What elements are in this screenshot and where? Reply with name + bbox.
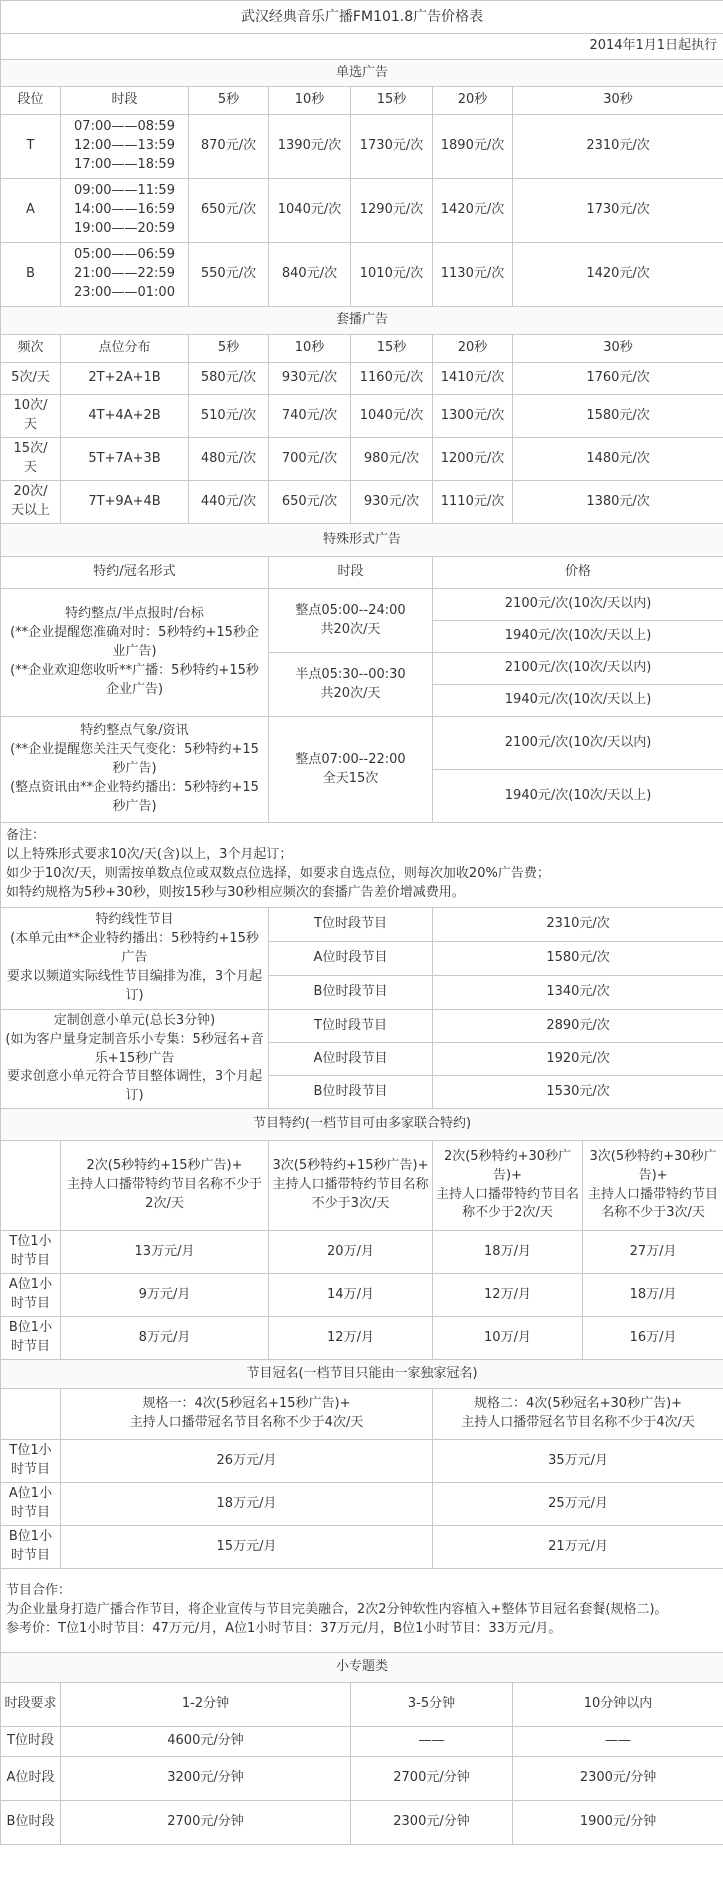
price-cell: 2100元/次(10次/天以内) [433,589,723,621]
price-cell: 16万/月 [583,1317,723,1360]
price-cell: —— [513,1727,723,1757]
table-row [1,395,723,438]
price-cell: 1940元/次(10次/天以上) [433,770,723,823]
price-cell: 2100元/次(10次/天以内) [433,653,723,685]
price-cell: —— [351,1727,513,1757]
column-header: 20秒 [433,87,513,115]
price-cell: 1580元/次 [513,395,723,438]
table-row [1,1440,723,1483]
table-row [1,1010,723,1043]
column-header: 30秒 [513,87,723,115]
distribution-cell: 7T+9A+4B [61,481,189,524]
price-cell: 980元/次 [351,438,433,481]
column-header: 10秒 [269,335,351,363]
time-slots-cell: 05:00——06:59 21:00——22:59 23:00——01:00 [61,243,189,307]
program-sponsor-header-row [1,1141,723,1231]
distribution-cell: 4T+4A+2B [61,395,189,438]
column-header: 1-2分钟 [61,1683,351,1727]
cooperation-row [1,1569,723,1653]
price-cell: 14万/月 [269,1274,433,1317]
column-header: 30秒 [513,335,723,363]
price-cell: 26万元/月 [61,1440,433,1483]
price-cell: 18万元/月 [61,1483,433,1526]
single-heading: 单选广告 [1,60,723,87]
slot-label-cell: T位时段节目 [269,908,433,942]
slot-label-cell: B位时段节目 [269,976,433,1010]
price-cell: 21万元/月 [433,1526,723,1569]
price-cell: 18万/月 [583,1274,723,1317]
table-row [1,438,723,481]
price-cell: 440元/次 [189,481,269,524]
tier-cell: B [1,243,61,307]
section-naming [1,1360,723,1389]
sheet-title: 武汉经典音乐广播FM101.8广告价格表 [1,1,723,34]
price-cell: 1340元/次 [433,976,723,1010]
effective-date: 2014年1月1日起执行 [1,34,723,60]
slot-label-cell: T位时段节目 [269,1010,433,1043]
special-heading: 特殊形式广告 [1,524,723,557]
custom-unit-desc: 定制创意小单元(总长3分钟) (如为客户量身定制音乐小专集：5秒冠名+音乐+15秒广告 要求创意小单元符合节目整体调性，3个月起订) [1,1010,269,1109]
price-cell: 1110元/次 [433,481,513,524]
table-row [1,1727,723,1757]
table-row [1,1526,723,1569]
slot-label-cell: A位1小时节目 [1,1274,61,1317]
column-header: 时段 [61,87,189,115]
table-row [1,115,723,179]
column-header: 点位分布 [61,335,189,363]
column-header: 时段 [269,557,433,589]
column-header: 频次 [1,335,61,363]
blank-cell [1,1141,61,1231]
column-header: 时段要求 [1,1683,61,1727]
price-cell: 1040元/次 [351,395,433,438]
distribution-cell: 2T+2A+1B [61,363,189,395]
price-cell: 27万/月 [583,1231,723,1274]
price-cell: 1900元/分钟 [513,1801,723,1845]
price-cell: 840元/次 [269,243,351,307]
price-cell: 2300元/分钟 [513,1757,723,1801]
price-cell: 1530元/次 [433,1076,723,1109]
section-topic [1,1653,723,1683]
table-row [1,717,723,770]
price-cell: 25万元/月 [433,1483,723,1526]
topic-heading: 小专题类 [1,1653,723,1683]
slot-label-cell: B位时段 [1,1801,61,1845]
time-slots-cell: 09:00——11:59 14:00——16:59 19:00——20:59 [61,179,189,243]
price-cell: 1290元/次 [351,179,433,243]
price-cell: 8万元/月 [61,1317,269,1360]
time-slots-cell: 07:00——08:59 12:00——13:59 17:00——18:59 [61,115,189,179]
section-special [1,524,723,557]
tier-cell: A [1,179,61,243]
package-heading: 套播广告 [1,307,723,335]
price-cell: 1160元/次 [351,363,433,395]
special-slot-cell: 整点05:00--24:00 共20次/天 [269,589,433,653]
column-header: 2次(5秒特约+30秒广告)+ 主持人口播带特约节目名称不少于2次/天 [433,1141,583,1231]
slot-label-cell: A位1小时节目 [1,1483,61,1526]
column-header: 10分钟以内 [513,1683,723,1727]
price-cell: 650元/次 [269,481,351,524]
price-cell: 10万/月 [433,1317,583,1360]
price-cell: 1130元/次 [433,243,513,307]
price-cell: 1730元/次 [351,115,433,179]
price-cell: 1730元/次 [513,179,723,243]
slot-label-cell: T位1小时节目 [1,1231,61,1274]
slot-label-cell: B位1小时节目 [1,1317,61,1360]
frequency-cell: 10次/ 天 [1,395,61,438]
price-cell: 15万元/月 [61,1526,433,1569]
price-cell: 35万元/月 [433,1440,723,1483]
price-cell: 1940元/次(10次/天以上) [433,621,723,653]
column-header: 段位 [1,87,61,115]
frequency-cell: 15次/ 天 [1,438,61,481]
price-cell: 580元/次 [189,363,269,395]
special-header-row [1,557,723,589]
topic-header-row [1,1683,723,1727]
column-header: 15秒 [351,335,433,363]
column-header: 20秒 [433,335,513,363]
table-row [1,179,723,243]
price-cell: 2700元/分钟 [61,1801,351,1845]
price-cell: 2890元/次 [433,1010,723,1043]
tier-cell: T [1,115,61,179]
column-header: 3次(5秒特约+30秒广告)+ 主持人口播带特约节目名称不少于3次/天 [583,1141,723,1231]
price-cell: 1010元/次 [351,243,433,307]
table-row [1,363,723,395]
column-header: 15秒 [351,87,433,115]
price-cell: 930元/次 [351,481,433,524]
special-notes: 备注： 以上特殊形式要求10次/天(含)以上，3个月起订； 如少于10次/天，则需按单数点位或双数点位选择，如要求自选点位，则每次加收20%广告费； 如特约规格为5秒+30秒，则按15秒与30秒相应频次的套播广告差价增减费用。 [1,823,723,908]
price-cell: 13万元/月 [61,1231,269,1274]
table-row [1,1801,723,1845]
effective-row [1,34,723,60]
package-header-row [1,335,723,363]
price-cell: 1040元/次 [269,179,351,243]
price-cell: 2100元/次(10次/天以内) [433,717,723,770]
price-cell: 1890元/次 [433,115,513,179]
slot-label-cell: B位时段节目 [269,1076,433,1109]
section-package [1,307,723,335]
price-cell: 1410元/次 [433,363,513,395]
price-cell: 12万/月 [269,1317,433,1360]
blank-cell [1,1389,61,1440]
column-header: 2次(5秒特约+15秒广告)+ 主持人口播带特约节目名称不少于2次/天 [61,1141,269,1231]
section-program-sponsor [1,1109,723,1141]
single-header-row [1,87,723,115]
slot-label-cell: B位1小时节目 [1,1526,61,1569]
price-cell: 930元/次 [269,363,351,395]
price-cell: 1580元/次 [433,942,723,976]
column-header: 3-5分钟 [351,1683,513,1727]
linear-program-desc: 特约线性节目 (本单元由**企业特约播出：5秒特约+15秒广告 要求以频道实际线性节目编排为准，3个月起订) [1,908,269,1010]
special-slot-cell: 半点05:30--00:30 共20次/天 [269,653,433,717]
price-cell: 1760元/次 [513,363,723,395]
program-sponsor-heading: 节目特约(一档节目可由多家联合特约) [1,1109,723,1141]
slot-label-cell: T位时段 [1,1727,61,1757]
price-cell: 9万元/月 [61,1274,269,1317]
table-row [1,1231,723,1274]
special-form-cell: 特约整点/半点报时/台标 (**企业提醒您准确对时：5秒特约+15秒企业广告) (**企业欢迎您收听**广播：5秒特约+15秒企业广告) [1,589,269,717]
table-row [1,908,723,942]
column-header: 规格一：4次(5秒冠名+15秒广告)+ 主持人口播带冠名节目名称不少于4次/天 [61,1389,433,1440]
notes-row [1,823,723,908]
price-cell: 740元/次 [269,395,351,438]
price-cell: 1480元/次 [513,438,723,481]
table-row [1,243,723,307]
table-row [1,1757,723,1801]
price-cell: 3200元/分钟 [61,1757,351,1801]
slot-label-cell: A位时段节目 [269,942,433,976]
price-cell: 4600元/分钟 [61,1727,351,1757]
price-cell: 480元/次 [189,438,269,481]
price-cell: 1920元/次 [433,1043,723,1076]
price-cell: 18万/月 [433,1231,583,1274]
column-header: 10秒 [269,87,351,115]
naming-heading: 节目冠名(一档节目只能由一家独家冠名) [1,1360,723,1389]
price-cell: 2700元/分钟 [351,1757,513,1801]
price-cell: 510元/次 [189,395,269,438]
special-form-cell: 特约整点气象/资讯 (**企业提醒您关注天气变化：5秒特约+15秒广告) (整点资讯由**企业特约播出：5秒特约+15秒广告) [1,717,269,823]
cooperation-text: 节目合作： 为企业量身打造广播合作节目，将企业宣传与节目完美融合，2次2分钟软性内容植入+整体节目冠名套餐(规格二)。 参考价：T位1小时节目：47万元/月，A位1小时节目：37万元/月，B位1小时节目：33万元/月。 [1,1569,723,1653]
table-row [1,1483,723,1526]
price-cell: 700元/次 [269,438,351,481]
price-cell: 870元/次 [189,115,269,179]
column-header: 5秒 [189,335,269,363]
table-row [1,1317,723,1360]
price-cell: 1940元/次(10次/天以上) [433,685,723,717]
column-header: 规格二：4次(5秒冠名+30秒广告)+ 主持人口播带冠名节目名称不少于4次/天 [433,1389,723,1440]
slot-label-cell: A位时段 [1,1757,61,1801]
price-cell: 2310元/次 [513,115,723,179]
price-cell: 2300元/分钟 [351,1801,513,1845]
column-header: 3次(5秒特约+15秒广告)+ 主持人口播带特约节目名称不少于3次/天 [269,1141,433,1231]
price-cell: 650元/次 [189,179,269,243]
table-row [1,589,723,621]
price-cell: 2310元/次 [433,908,723,942]
price-cell: 1420元/次 [433,179,513,243]
naming-header-row [1,1389,723,1440]
slot-label-cell: A位时段节目 [269,1043,433,1076]
frequency-cell: 20次/ 天以上 [1,481,61,524]
column-header: 5秒 [189,87,269,115]
column-header: 价格 [433,557,723,589]
price-cell: 1200元/次 [433,438,513,481]
frequency-cell: 5次/天 [1,363,61,395]
price-cell: 1390元/次 [269,115,351,179]
section-single [1,60,723,87]
price-cell: 1300元/次 [433,395,513,438]
column-header: 特约/冠名形式 [1,557,269,589]
price-cell: 12万/月 [433,1274,583,1317]
distribution-cell: 5T+7A+3B [61,438,189,481]
table-row [1,481,723,524]
price-cell: 1380元/次 [513,481,723,524]
slot-label-cell: T位1小时节目 [1,1440,61,1483]
price-cell: 1420元/次 [513,243,723,307]
title-row [1,1,723,34]
price-cell: 20万/月 [269,1231,433,1274]
price-cell: 550元/次 [189,243,269,307]
special-slot-cell: 整点07:00--22:00 全天15次 [269,717,433,823]
table-row [1,1274,723,1317]
